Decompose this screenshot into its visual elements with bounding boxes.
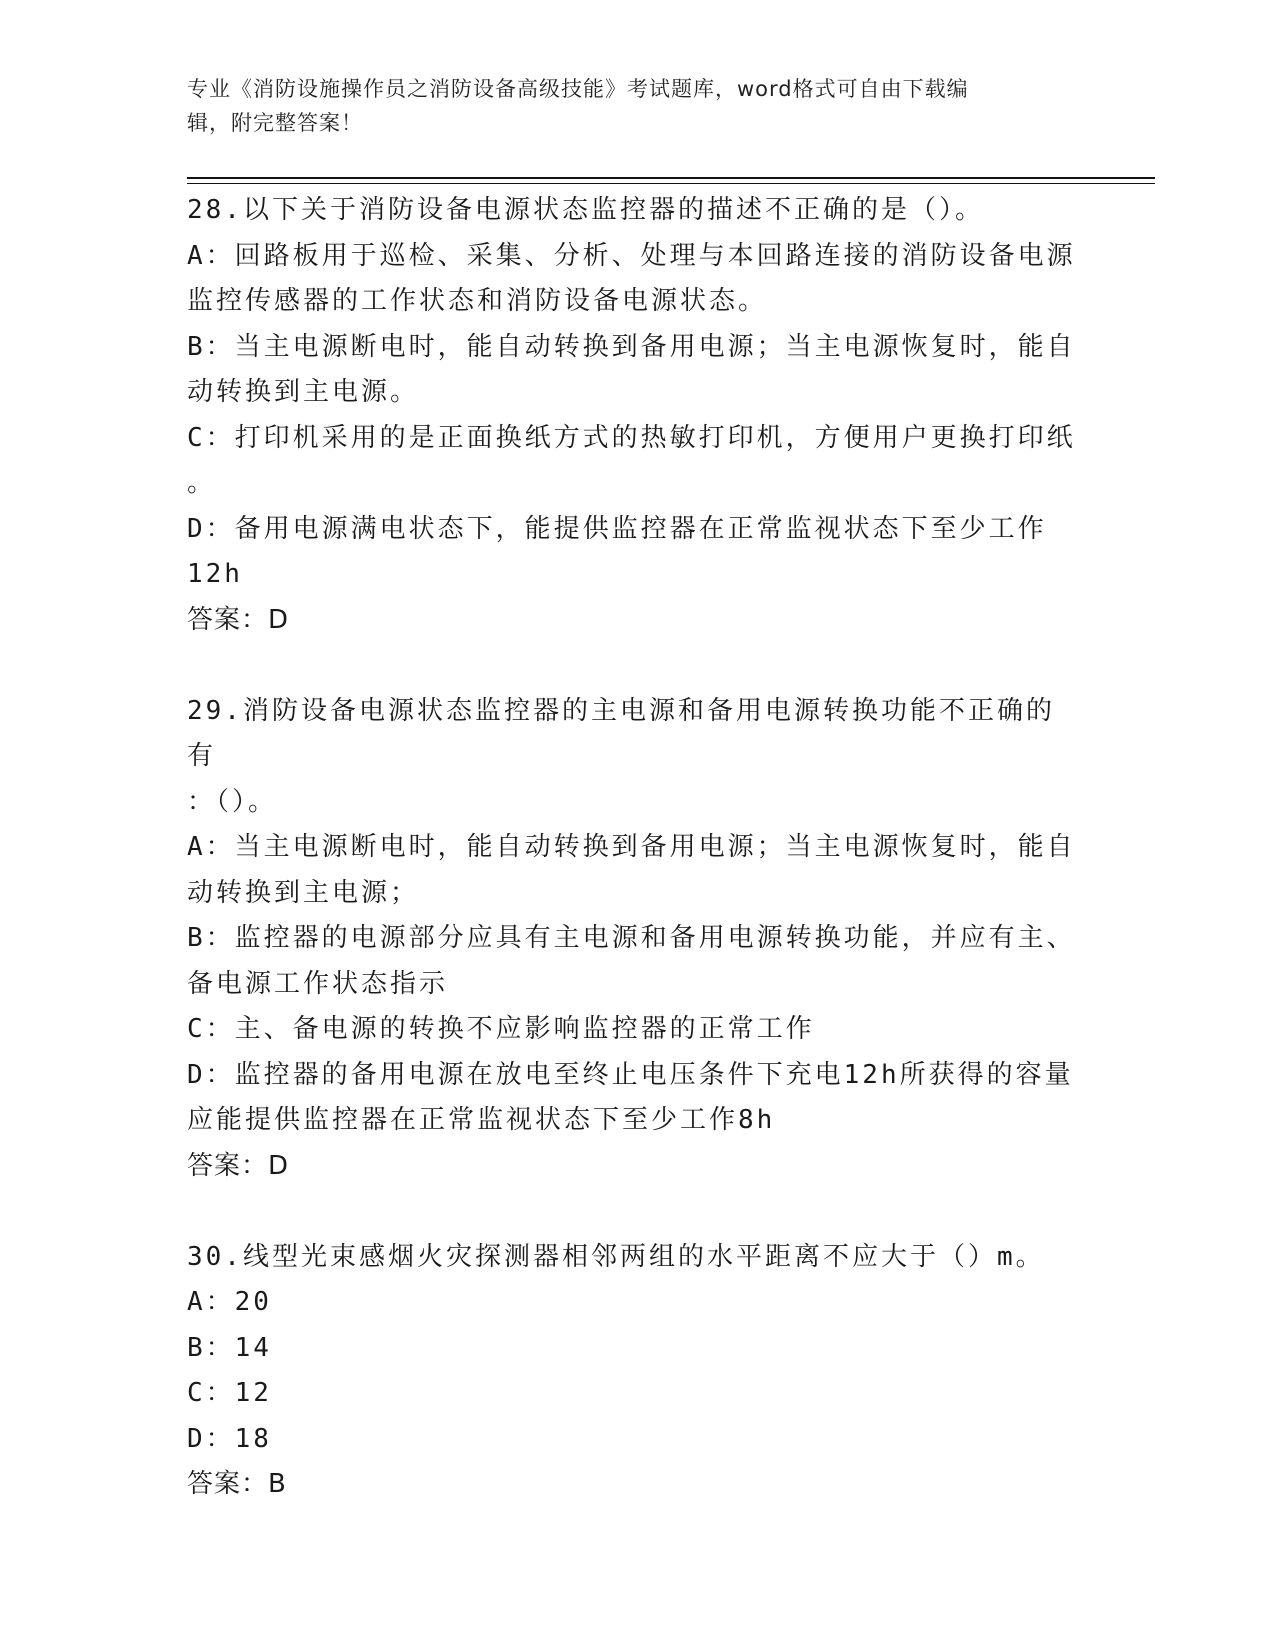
option-a xyxy=(187,825,1077,916)
option-text-line: 。 xyxy=(187,468,217,498)
option-text-line: B：监控器的电源部分应具有主电源和备用电源转换功能，并应有主、 xyxy=(187,923,1076,953)
question-list xyxy=(187,188,1077,1553)
question-28 xyxy=(187,188,1077,643)
option-text-line: A：回路板用于巡检、采集、分析、处理与本回路连接的消防设备电源 xyxy=(187,240,1076,271)
option-text-line: D：备用电源满电状态下，能提供监控器在正常监视状态下至少工作 xyxy=(187,513,1047,544)
document-header xyxy=(187,72,1067,140)
question-stem: 30.线型光束感烟火灾探测器相邻两组的水平距离不应大于（）m。 xyxy=(187,1241,1045,1272)
question-30 xyxy=(187,1235,1077,1508)
header-divider-thick xyxy=(187,177,1155,179)
option-c xyxy=(187,1007,1077,1053)
question-stem: 29.消防设备电源状态监控器的主电源和备用电源转换功能不正确的有 xyxy=(187,695,1055,771)
option-text-line: 动转换到主电源； xyxy=(187,877,420,908)
question-29 xyxy=(187,689,1077,1190)
answer-label: 答案：B xyxy=(187,1469,287,1499)
option-text-line: D：监控器的备用电源在放电至终止电压条件下充电12h所获得的容量 xyxy=(187,1059,1074,1090)
answer-label: 答案：D xyxy=(187,604,290,635)
header-divider-thin xyxy=(187,183,1155,184)
header-line-2: 辑，附完整答案！ xyxy=(187,111,363,135)
option-b xyxy=(187,325,1077,416)
question-stem: ：（）。 xyxy=(187,786,278,817)
option-text-line: 监控传感器的工作状态和消防设备电源状态。 xyxy=(187,286,768,316)
option-text-line: C：主、备电源的转换不应影响监控器的正常工作 xyxy=(187,1014,815,1044)
option-d xyxy=(187,1053,1077,1144)
option-text-line: 应能提供监控器在正常监视状态下至少工作8h xyxy=(187,1105,776,1135)
question-stem: 28.以下关于消防设备电源状态监控器的描述不正确的是（）。 xyxy=(187,195,984,225)
option-text-line: A：当主电源断电时，能自动转换到备用电源；当主电源恢复时，能自 xyxy=(187,832,1076,862)
option-b xyxy=(187,916,1077,1007)
answer-label: 答案：D xyxy=(187,1150,290,1181)
option-a: A：20 xyxy=(187,1287,272,1317)
option-text-line: 备电源工作状态指示 xyxy=(187,968,449,999)
option-text-line: B：当主电源断电时，能自动转换到备用电源；当主电源恢复时，能自 xyxy=(187,331,1076,362)
header-line-1: 专业《消防设施操作员之消防设备高级技能》考试题库，word格式可自由下载编 xyxy=(187,77,969,101)
option-c: C：12 xyxy=(187,1378,272,1408)
option-d: D：18 xyxy=(187,1423,272,1454)
option-b: B：14 xyxy=(187,1332,272,1363)
option-text-line: C：打印机采用的是正面换纸方式的热敏打印机，方便用户更换打印纸 xyxy=(187,422,1076,453)
option-text-line: 12h xyxy=(187,559,243,589)
option-text-line: 动转换到主电源。 xyxy=(187,377,420,407)
option-a xyxy=(187,234,1077,325)
option-c xyxy=(187,416,1077,507)
option-d xyxy=(187,507,1077,598)
